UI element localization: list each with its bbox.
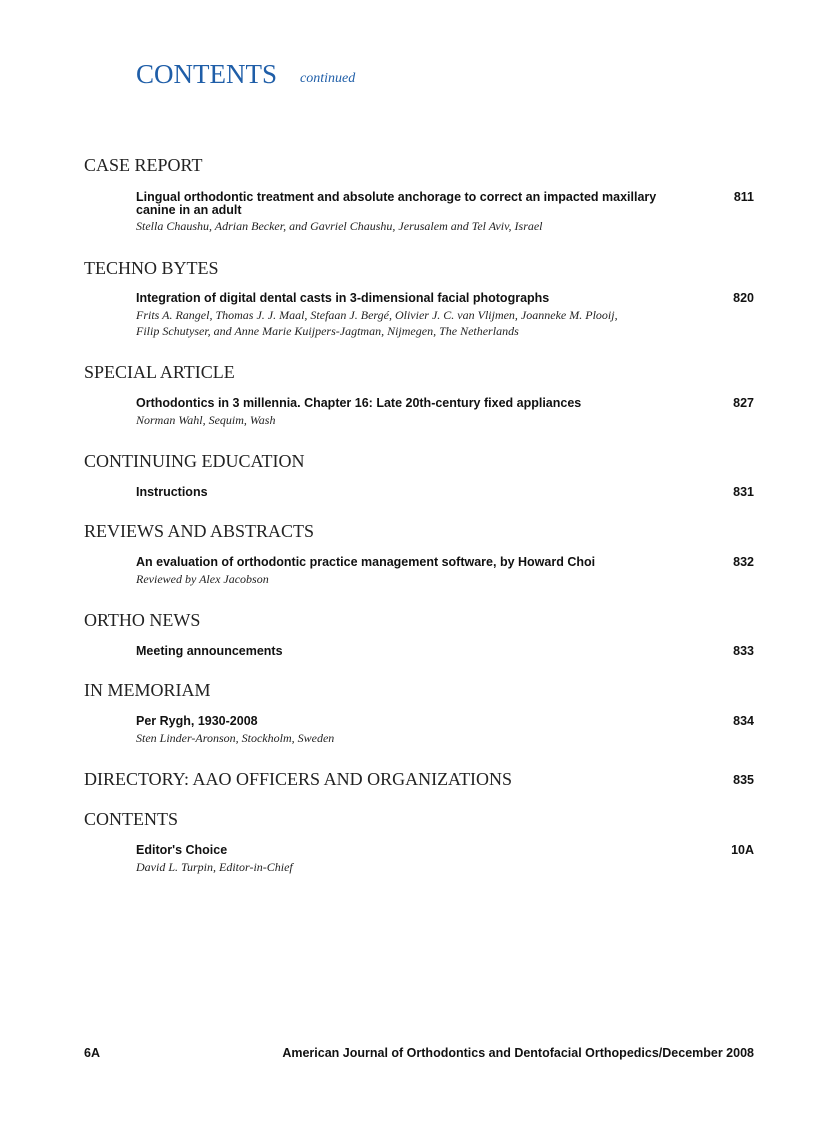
article-authors: Norman Wahl, Sequim, Wash: [136, 413, 276, 427]
article-title[interactable]: Instructions: [136, 485, 208, 499]
footer-journal: American Journal of Orthodontics and Dentofacial Orthopedics/December 2008: [282, 1046, 754, 1060]
page-number: 833: [733, 644, 754, 658]
section-heading: TECHNO BYTES: [84, 258, 219, 278]
article-title[interactable]: Orthodontics in 3 millennia. Chapter 16: Late 20th-century fixed appliances: [136, 396, 582, 410]
article-authors: Filip Schutyser, and Anne Marie Kuijpers-Jagtman, Nijmegen, The Netherlands: [136, 324, 519, 338]
page-title: CONTENTS: [136, 59, 277, 89]
section-heading: CASE REPORT: [84, 155, 203, 175]
page-number: 10A: [731, 843, 754, 857]
section-heading: REVIEWS AND ABSTRACTS: [84, 521, 315, 541]
article-authors: Frits A. Rangel, Thomas J. J. Maal, Stefaan J. Bergé, Olivier J. C. van Vlijmen, Joanneke M. Plooij,: [136, 308, 618, 322]
article-title[interactable]: Meeting announcements: [136, 644, 283, 658]
article-title[interactable]: Integration of digital dental casts in 3-dimensional facial photographs: [136, 291, 550, 305]
section-heading: CONTINUING EDUCATION: [84, 451, 305, 471]
section-heading[interactable]: DIRECTORY: AAO OFFICERS AND ORGANIZATIONS: [84, 769, 513, 789]
section-heading: SPECIAL ARTICLE: [84, 362, 235, 382]
section-heading: ORTHO NEWS: [84, 610, 201, 630]
page-number: 832: [733, 555, 754, 569]
article-authors: David L. Turpin, Editor-in-Chief: [136, 860, 293, 874]
section-heading: CONTENTS: [84, 809, 178, 829]
section-heading: IN MEMORIAM: [84, 680, 211, 700]
page-subtitle: continued: [300, 71, 356, 86]
article-title[interactable]: Lingual orthodontic treatment and absolute anchorage to correct an impacted maxillary: [136, 190, 657, 204]
article-title[interactable]: Per Rygh, 1930-2008: [136, 714, 258, 728]
page-number: 811: [733, 190, 754, 204]
article-authors: Reviewed by Alex Jacobson: [136, 572, 269, 586]
page-number: 820: [733, 291, 754, 305]
article-title[interactable]: Editor's Choice: [136, 843, 228, 857]
article-authors: Sten Linder-Aronson, Stockholm, Sweden: [136, 731, 335, 745]
page-number: 834: [733, 714, 754, 728]
page-number: 827: [733, 396, 754, 410]
article-authors: Stella Chaushu, Adrian Becker, and Gavriel Chaushu, Jerusalem and Tel Aviv, Israel: [136, 219, 543, 233]
page-number: 835: [733, 773, 754, 787]
article-title[interactable]: canine in an adult: [136, 203, 242, 217]
page-number: 831: [733, 485, 754, 499]
article-title[interactable]: An evaluation of orthodontic practice management software, by Howard Choi: [136, 555, 596, 569]
footer-page-number: 6A: [84, 1046, 100, 1060]
